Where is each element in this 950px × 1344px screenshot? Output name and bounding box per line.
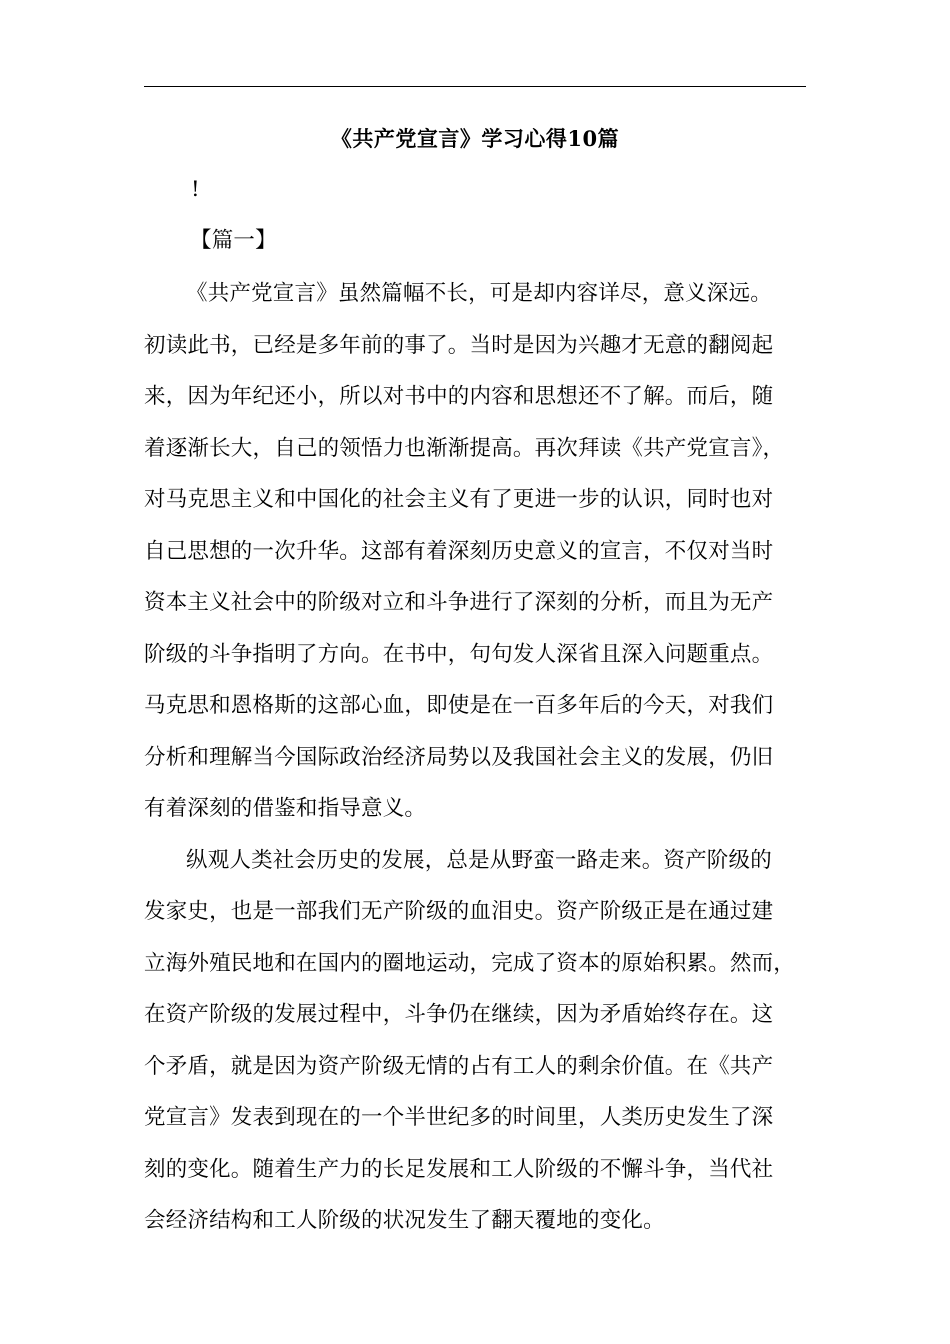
paragraph-line: 个矛盾，就是因为资产阶级无情的占有工人的剩余价值。在《共产	[144, 1054, 774, 1079]
exclamation-mark: !	[191, 177, 200, 202]
paragraph-line: 着逐渐长大，自己的领悟力也渐渐提高。再次拜读《共产党宣言》，	[144, 436, 785, 461]
section-heading: 【篇一】	[190, 228, 277, 253]
paragraph-line: 分析和理解当今国际政治经济局势以及我国社会主义的发展，仍旧	[144, 745, 774, 770]
document-title: 《共产党宣言》学习心得10篇	[330, 126, 620, 151]
paragraph-line: 对马克思主义和中国化的社会主义有了更进一步的认识，同时也对	[144, 487, 774, 512]
paragraph-line: 自己思想的一次升华。这部有着深刻历史意义的宣言，不仅对当时	[144, 539, 774, 564]
paragraph-line: 在资产阶级的发展过程中，斗争仍在继续，因为矛盾始终存在。这	[144, 1002, 774, 1027]
paragraph-line: 党宣言》发表到现在的一个半世纪多的时间里，人类历史发生了深	[144, 1105, 774, 1130]
paragraph-line: 纵观人类社会历史的发展，总是从野蛮一路走来。资产阶级的	[186, 848, 772, 873]
paragraph-line: 会经济结构和工人阶级的状况发生了翻天覆地的变化。	[144, 1208, 665, 1233]
header-rule	[144, 86, 806, 87]
paragraph-line: 资本主义社会中的阶级对立和斗争进行了深刻的分析，而且为无产	[144, 590, 774, 615]
paragraph-line: 《共产党宣言》虽然篇幅不长，可是却内容详尽，意义深远。	[186, 281, 772, 306]
paragraph-line: 来，因为年纪还小，所以对书中的内容和思想还不了解。而后，随	[144, 384, 774, 409]
paragraph-line: 阶级的斗争指明了方向。在书中，句句发人深省且深入问题重点。	[144, 642, 774, 667]
paragraph-line: 初读此书，已经是多年前的事了。当时是因为兴趣才无意的翻阅起	[144, 333, 774, 358]
paragraph-line: 刻的变化。随着生产力的长足发展和工人阶级的不懈斗争，当代社	[144, 1157, 774, 1182]
paragraph-line: 马克思和恩格斯的这部心血，即使是在一百多年后的今天，对我们	[144, 693, 774, 718]
paragraph-line: 有着深刻的借鉴和指导意义。	[144, 796, 427, 821]
paragraph-line: 发家史，也是一部我们无产阶级的血泪史。资产阶级正是在通过建	[144, 899, 774, 924]
paragraph-line: 立海外殖民地和在国内的圈地运动，完成了资本的原始积累。然而，	[144, 951, 796, 976]
